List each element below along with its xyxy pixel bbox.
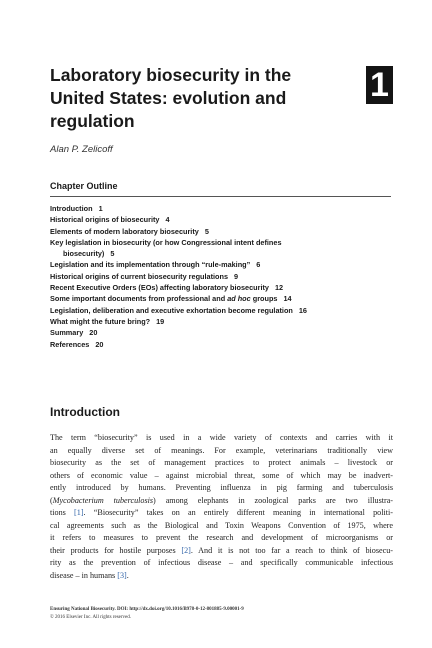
paragraph-line: tions [1]. “Biosecurity” takes on an entirely different meaning in international politi- — [50, 508, 393, 517]
outline-divider — [50, 196, 391, 197]
doi-line: Ensuring National Biosecurity. DOI: http://dx.doi.org/10.1016/B978-0-12-801885-9.00001-9 — [50, 607, 244, 612]
paragraph-line: ently introduced by humans. Preventing influenza in pig farming and tuberculosis — [50, 483, 393, 492]
outline-item[interactable]: What might the future bring? 19 — [50, 316, 165, 326]
chapter-outline-list — [50, 203, 395, 350]
page-footer — [50, 606, 244, 622]
chapter-outline-heading: Chapter Outline — [50, 181, 118, 191]
paragraph-line: The term “biosecurity” is used in a wide variety of contexts and carries with it — [50, 433, 393, 442]
paragraph-line: biosecurity as the set of management practices to protect animals – livestock or — [50, 458, 393, 467]
paragraph-line: it refers to measures to prevent the research and development of microorganisms or — [50, 533, 393, 542]
citation-link[interactable]: [1] — [74, 508, 84, 517]
paragraph-line: an equally diverse set of meanings. For example, veterinarians traditionally view — [50, 445, 393, 455]
paragraph-line: cal agreements such as the Biological and Toxin Weapons Convention of 1975, where — [50, 520, 393, 530]
outline-item[interactable]: Recent Executive Orders (EOs) affecting laboratory biosecurity 12 — [50, 283, 284, 293]
outline-item[interactable]: Legislation and its implementation through “rule-making” 6 — [50, 260, 261, 270]
section-heading-introduction: Introduction — [50, 405, 120, 419]
outline-item[interactable]: Historical origins of biosecurity 4 — [50, 215, 170, 225]
outline-item[interactable]: Historical origins of current biosecurity regulations 9 — [50, 271, 239, 281]
citation-link[interactable]: [3] — [117, 570, 127, 580]
author-name: Alan P. Zelicoff — [50, 144, 113, 155]
outline-item[interactable]: Legislation, deliberation and executive exhortation become regulation 16 — [50, 305, 307, 315]
outline-item[interactable]: Some important documents from professional and ad hoc groups 14 — [50, 294, 292, 304]
chapter-number: 1 — [366, 66, 393, 104]
paragraph-line: disease – in humans [3]. — [50, 570, 129, 580]
introduction-paragraph — [50, 432, 393, 582]
outline-item-continuation[interactable]: biosecurity) 5 — [63, 249, 115, 259]
paragraph-line: others of economic value – against microbial threat, some of which may be inadvert- — [50, 470, 393, 480]
paragraph-line: rity as the prevention of infectious disease – and specifically communicable infectious — [50, 558, 393, 567]
outline-item[interactable]: References 20 — [50, 339, 104, 349]
outline-item[interactable]: Introduction 1 — [50, 204, 103, 213]
paragraph-line: (Mycobacterium tuberculosis) among elephants in zoological parks are two illustra- — [50, 495, 394, 505]
paragraph-line: their products for hostile purposes [2]. And it is not too far a reach to think of biosecu- — [50, 545, 393, 555]
species-name: Mycobacterium tuberculosis — [52, 495, 154, 505]
outline-item[interactable]: Summary 20 — [50, 328, 98, 338]
chapter-title: Laboratory biosecurity in the United States: evolution and regulation — [50, 65, 292, 131]
copyright-line: © 2016 Elsevier Inc. All rights reserved. — [50, 615, 132, 620]
outline-item[interactable]: Key legislation in biosecurity (or how Congressional intent defines — [50, 237, 282, 247]
citation-link[interactable]: [2] — [181, 545, 191, 555]
outline-item[interactable]: Elements of modern laboratory biosecurity 5 — [50, 226, 209, 236]
